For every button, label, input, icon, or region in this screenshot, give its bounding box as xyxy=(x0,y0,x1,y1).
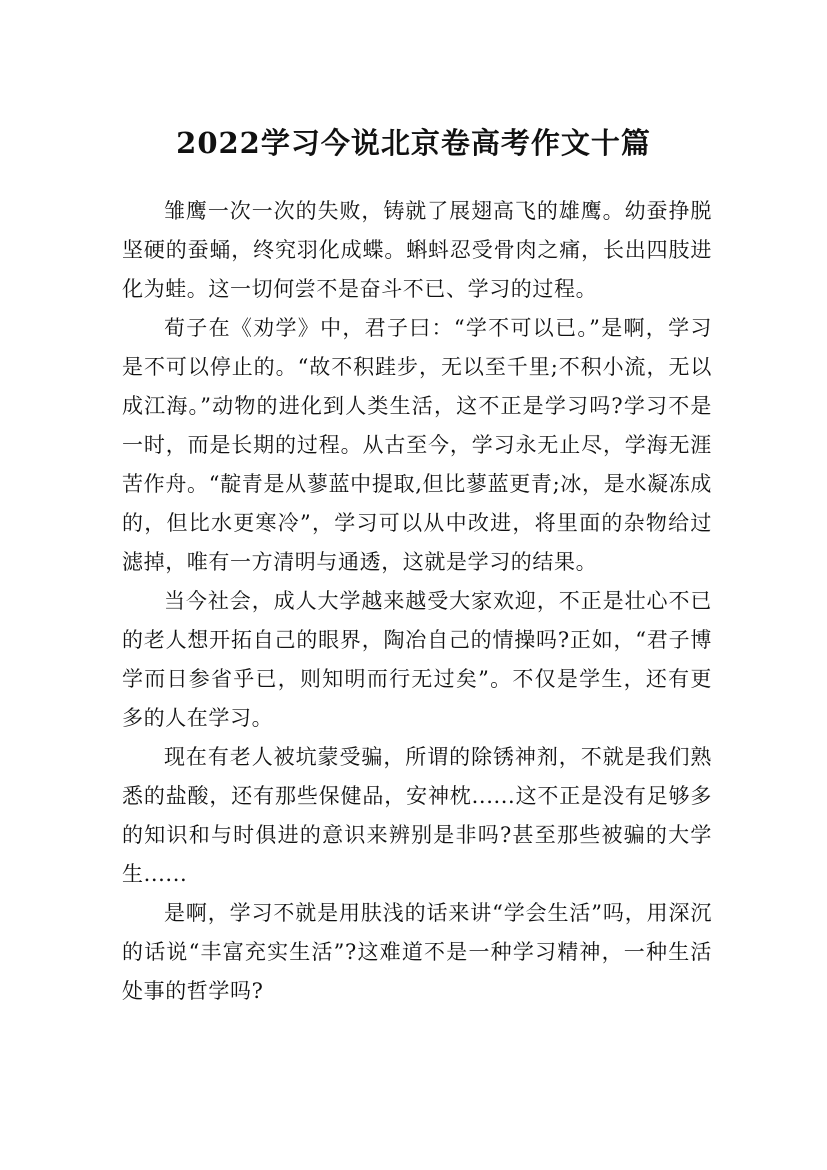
paragraph-4: 现在有老人被坑蒙受骗，所谓的除锈神剂，不就是我们熟悉的盐酸，还有那些保健品，安神枕......这不正是没有足够多的知识和与时俱进的意识来辨别是非吗?甚至那些被骗的大学生...... xyxy=(122,745,712,886)
document-title: 2022学习今说北京卷高考作文十篇 xyxy=(176,126,651,161)
paragraph-3: 当今社会，成人大学越来越受大家欢迎，不正是壮心不已的老人想开拓自己的眼界，陶冶自己的情操吗?正如，“君子博学而日参省乎已，则知明而行无过矣”。不仅是学生，还有更多的人在学习。 xyxy=(122,589,712,730)
paragraph-2: 荀子在《劝学》中，君子曰：“学不可以已。”是啊，学习是不可以停止的。“故不积跬步，无以至千里;不积小流，无以成江海。”动物的进化到人类生活，这不正是学习吗?学习不是一时，而是长期的过程。从古至今，学习永无止尽，学海无涯苦作舟。“靛青是从蓼蓝中提取,但比蓼蓝更青;冰，是水凝冻成的，但比水更寒冷”，学习可以从中改进，将里面的杂物给过滤掉，唯有一方清明与通透，这就是学习的结果。 xyxy=(122,316,712,574)
paragraph-1: 雏鹰一次一次的失败，铸就了展翅高飞的雄鹰。幼蚕挣脱坚硬的蚕蛹，终究羽化成蝶。蝌蚪忍受骨肉之痛，长出四肢进化为蛙。这一切何尝不是奋斗不已、学习的过程。 xyxy=(122,199,712,301)
paragraph-5: 是啊，学习不就是用肤浅的话来讲“学会生活”吗，用深沉的话说“丰富充实生活”?这难道不是一种学习精神，一种生活处事的哲学吗? xyxy=(122,901,712,1003)
document-body xyxy=(122,192,712,1011)
